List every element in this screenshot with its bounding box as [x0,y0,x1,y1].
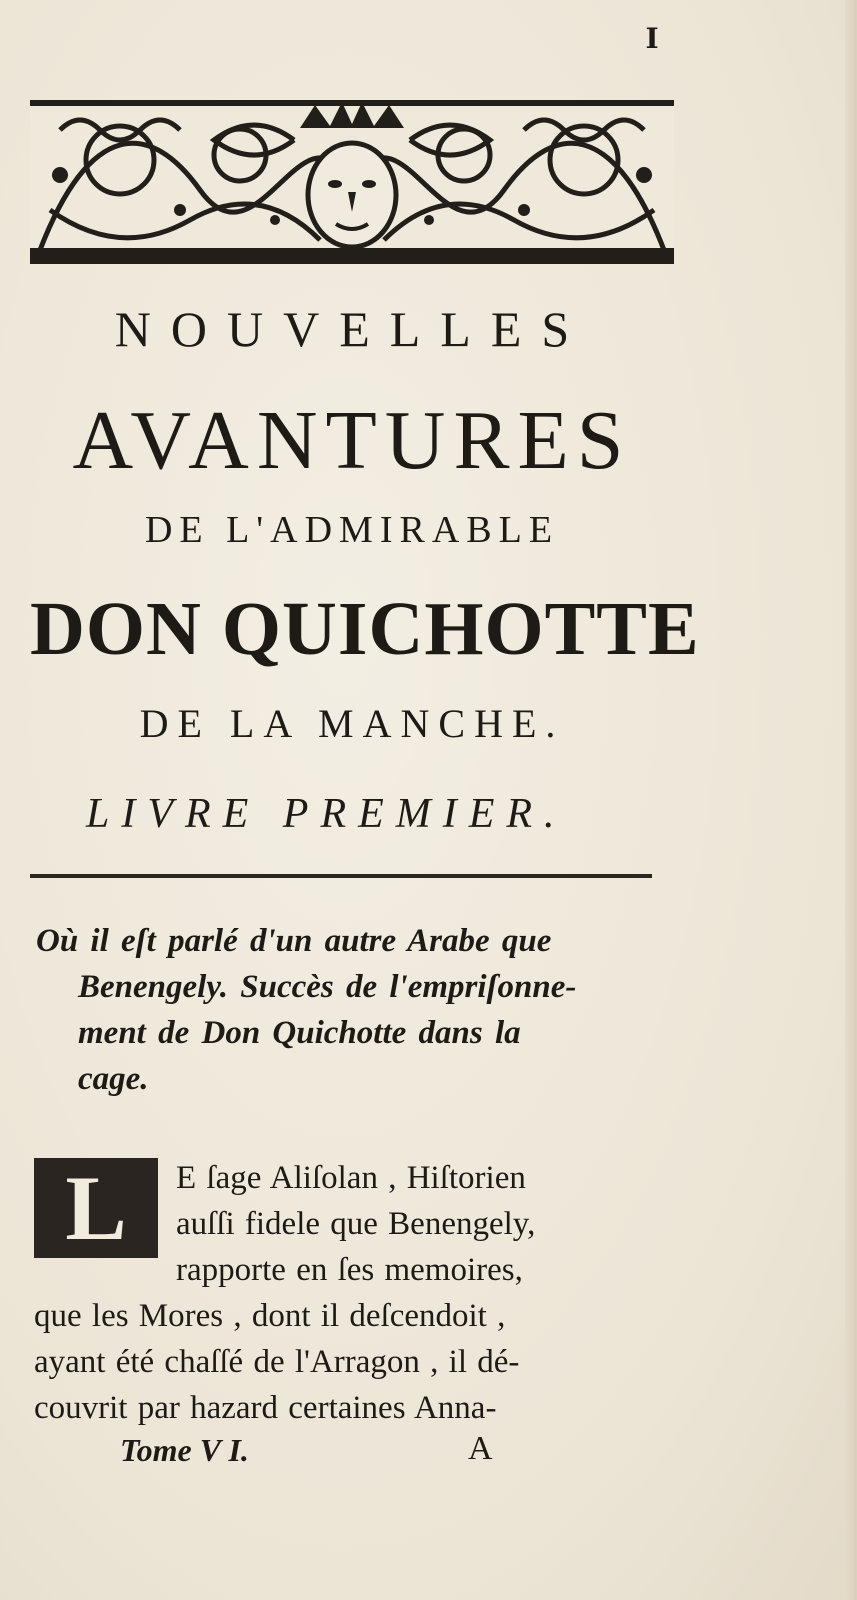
page-edge [845,0,857,1600]
title-don-quichotte: DON QUICHOTTE [30,587,700,671]
page-number: I [645,22,659,55]
body-line: ayant été chaſſé de l'Arragon , il dé- [34,1344,520,1380]
drop-cap-letter: L [65,1157,127,1259]
book-heading: LIVRE PREMIER. [86,791,567,837]
title-de-la-manche: DE LA MANCHE. [139,701,565,746]
title-de-ladmirable: DE L'ADMIRABLE [144,509,560,551]
summary-line: ment de Don Quichotte dans la [78,1015,521,1051]
title-nouvelles: NOUVELLES [114,301,590,357]
title-avantures: AVANTURES [72,394,632,487]
volume-signature: Tome V I. [120,1432,249,1468]
body-line: auſſi fidele que Benengely, [176,1206,536,1242]
drop-cap [34,1158,158,1258]
body-line: que les Mores , dont il deſcendoit , [34,1298,506,1334]
ornamental-headpiece-icon [30,100,674,264]
summary-line: cage. [78,1061,149,1097]
summary-line: Où il eſt parlé d'un autre Arabe que [36,923,552,959]
divider-rule [30,874,652,878]
body-line: E ſage Aliſolan , Hiſtorien [176,1160,526,1196]
body-line: rapporte en ſes memoires, [176,1252,523,1288]
signature-mark: A [468,1430,493,1467]
summary-line: Benengely. Succès de l'empriſonne- [78,969,577,1005]
chapter-summary [36,918,656,1102]
body-line: couvrit par hazard certaines Anna- [34,1390,497,1426]
